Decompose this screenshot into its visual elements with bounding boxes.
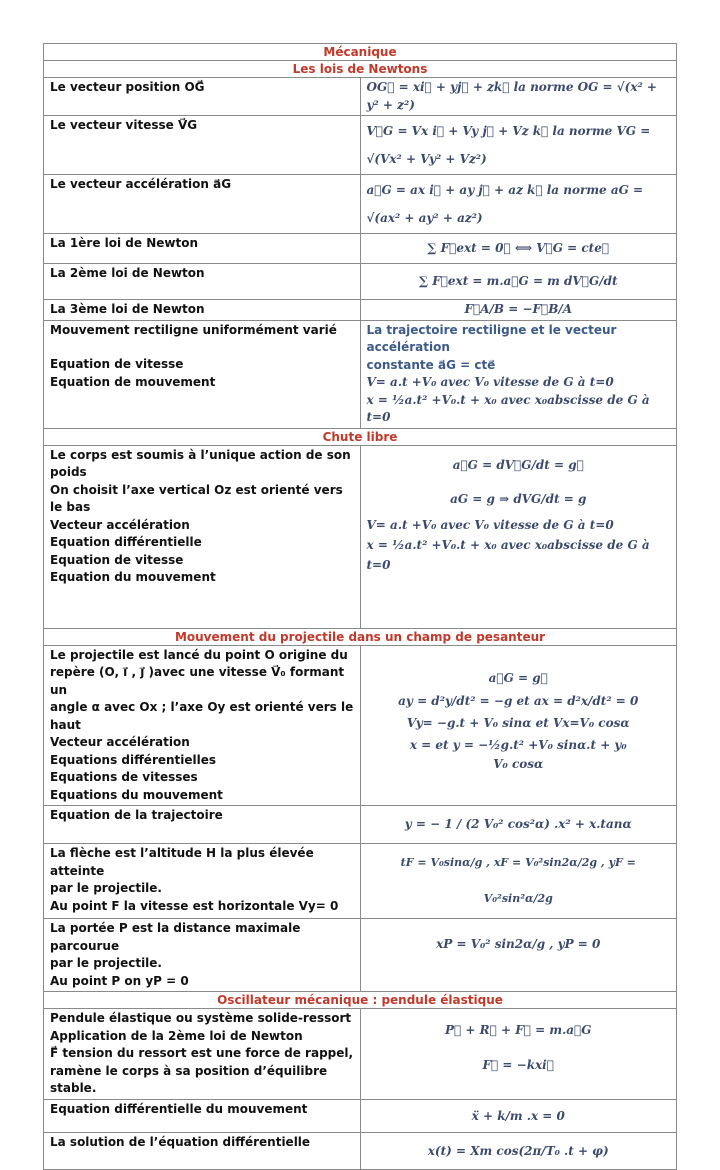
row-formula: ẍ + k/m .x = 0 — [360, 1099, 677, 1132]
chute-line-2: Vecteur accélération — [50, 517, 190, 532]
row-label — [44, 320, 361, 428]
row-formula: OG⃗ = xi⃗ + yj⃗ + zk⃗ la norme OG = √(x² + y² + z²) — [360, 78, 677, 116]
row-label — [44, 645, 361, 806]
table-row — [44, 844, 677, 919]
osc-force-eq: F⃗ = −kxi⃗ — [482, 1058, 554, 1072]
formula-sheet — [43, 43, 677, 1170]
fleche-line-1: par le projectile. — [50, 881, 162, 895]
fleche-line-0: La flèche est l’altitude H la plus élevée atteinte — [50, 846, 314, 878]
mruv-velocity-label: Equation de vitesse — [50, 357, 184, 371]
row-label: La 3ème loi de Newton — [44, 300, 361, 321]
osc-line-1: Application de la 2ème loi de Newton — [50, 1028, 303, 1043]
row-label: Le vecteur vitesse V⃗G — [44, 116, 361, 175]
row-label: Equation différentielle du mouvement — [44, 1099, 361, 1132]
table-row — [44, 116, 677, 175]
osc-line-2: F⃗ tension du ressort est une force de rappel, — [50, 1046, 354, 1060]
row-label — [44, 445, 361, 628]
row-label: La 1ère loi de Newton — [44, 234, 361, 264]
mruv-motion-label: Equation de mouvement — [50, 374, 216, 389]
proj-eq-2: Vy= −g.t + V₀ sinα et Vx=V₀ cosα — [406, 715, 630, 730]
proj-line-3: Vecteur accélération — [50, 735, 190, 749]
section-title-mecanique: Mécanique — [44, 44, 677, 61]
table-row — [44, 1009, 677, 1100]
proj-line-1: repère (O, i⃗ , j⃗ )avec une vitesse V⃗₀ formant un — [50, 665, 345, 697]
row-label: La solution de l’équation différentielle — [44, 1132, 361, 1169]
row-formula: x(t) = Xm cos(2π/T₀ .t + φ) — [360, 1132, 677, 1169]
row-formula: V⃗G = Vx i⃗ + Vy j⃗ + Vz k⃗ la norme VG = √(Vx² + Vy² + Vz²) — [360, 116, 677, 175]
row-label: La 2ème loi de Newton — [44, 264, 361, 300]
row-label — [44, 844, 361, 919]
osc-newton-eq: P⃗ + R⃗ + F⃗ = m.a⃗G — [445, 1023, 592, 1037]
portee-line-1: par le projectile. — [50, 956, 162, 970]
row-label: Le vecteur accélération a⃗G — [44, 175, 361, 234]
mruv-text-2: constante a⃗G = cte⃗ — [366, 357, 496, 372]
section-title-oscillateur: Oscillateur mécanique : pendule élastique — [44, 992, 677, 1009]
chute-line-0: Le corps est soumis à l’unique action de son poids — [50, 447, 351, 479]
row-formula — [360, 320, 677, 428]
proj-eq-0: a⃗G = g⃗ — [488, 670, 548, 685]
mruv-velocity-eq: V= a.t +V₀ avec V₀ vitesse de G à t=0 — [366, 375, 614, 389]
mechanics-table — [43, 43, 677, 1170]
row-formula: y = − 1 / (2 V₀² cos²α) .x² + x.tanα — [360, 806, 677, 844]
row-label — [44, 919, 361, 992]
chute-motion-eq: x = ½a.t² +V₀.t + x₀ avec x₀abscisse de G à t=0 — [366, 537, 650, 572]
row-formula — [360, 645, 677, 806]
table-row — [44, 1132, 677, 1169]
table-row — [44, 175, 677, 234]
osc-line-3: ramène le corps à sa position d’équilibre stable. — [50, 1063, 328, 1095]
row-formula — [360, 445, 677, 628]
mruv-text-1: La trajectoire rectiligne et le vecteur accélération — [366, 322, 617, 354]
mruv-motion-eq: x = ½a.t² +V₀.t + x₀ avec x₀abscisse de G à t=0 — [366, 392, 650, 424]
proj-eq-1: ay = d²y/dt² = −g et ax = d²x/dt² = 0 — [398, 693, 639, 708]
proj-line-5: Equations de vitesses — [50, 770, 198, 784]
table-row — [44, 806, 677, 844]
table-row — [44, 1099, 677, 1132]
table-row — [44, 445, 677, 628]
osc-line-0: Pendule élastique ou système solide-ressort — [50, 1011, 352, 1025]
fleche-line-2: Au point F la vitesse est horizontale Vy= 0 — [50, 898, 339, 913]
section-title-chute: Chute libre — [44, 428, 677, 445]
table-row — [44, 320, 677, 428]
table-row — [44, 78, 677, 116]
chute-line-5: Equation du mouvement — [50, 570, 216, 584]
section-title-newton: Les lois de Newtons — [44, 61, 677, 78]
chute-diff-eq: aG = g ⇒ dVG/dt = g — [450, 491, 587, 506]
proj-line-0: Le projectile est lancé du point O origine du — [50, 647, 348, 662]
table-row — [44, 919, 677, 992]
row-formula: xP = V₀² sin2α/g , yP = 0 — [360, 919, 677, 992]
portee-line-0: La portée P est la distance maximale parcourue — [50, 921, 301, 953]
proj-line-2: angle α avec Ox ; l’axe Oy est orienté vers le haut — [50, 700, 354, 732]
table-row — [44, 300, 677, 321]
chute-line-4: Equation de vitesse — [50, 552, 184, 567]
proj-line-4: Equations différentielles — [50, 752, 217, 767]
row-label: Le vecteur position OG⃗ — [44, 78, 361, 116]
table-row — [44, 645, 677, 806]
proj-eq-3: x = et y = −½g.t² +V₀ sinα.t + y₀ — [409, 737, 627, 752]
chute-line-1: On choisit l’axe vertical Oz est orienté vers le bas — [50, 482, 343, 514]
row-formula: ∑ F⃗ext = m.a⃗G = m dV⃗G/dt — [360, 264, 677, 300]
section-title-projectile: Mouvement du projectile dans un champ de pesanteur — [44, 628, 677, 645]
row-formula: F⃗A/B = −F⃗B/A — [360, 300, 677, 321]
row-formula: tF = V₀sinα/g , xF = V₀²sin2α/2g , yF = V₀²sin²α/2g — [360, 844, 677, 919]
proj-eq-4: V₀ cosα — [493, 756, 544, 771]
row-formula — [360, 1009, 677, 1100]
portee-line-2: Au point P on yP = 0 — [50, 973, 189, 988]
row-label — [44, 1009, 361, 1100]
chute-line-3: Equation différentielle — [50, 535, 202, 549]
table-row — [44, 234, 677, 264]
row-formula: ∑ F⃗ext = 0⃗ ⟺ V⃗G = cte⃗ — [360, 234, 677, 264]
mruv-label: Mouvement rectiligne uniformément varié — [50, 322, 337, 337]
row-formula: a⃗G = ax i⃗ + ay j⃗ + az k⃗ la norme aG = √(ax² + ay² + az²) — [360, 175, 677, 234]
row-label: Equation de la trajectoire — [44, 806, 361, 844]
proj-line-6: Equations du mouvement — [50, 787, 223, 802]
chute-velocity-eq: V= a.t +V₀ avec V₀ vitesse de G à t=0 — [366, 517, 614, 532]
table-row — [44, 264, 677, 300]
chute-accel-eq: a⃗G = dV⃗G/dt = g⃗ — [452, 457, 584, 472]
